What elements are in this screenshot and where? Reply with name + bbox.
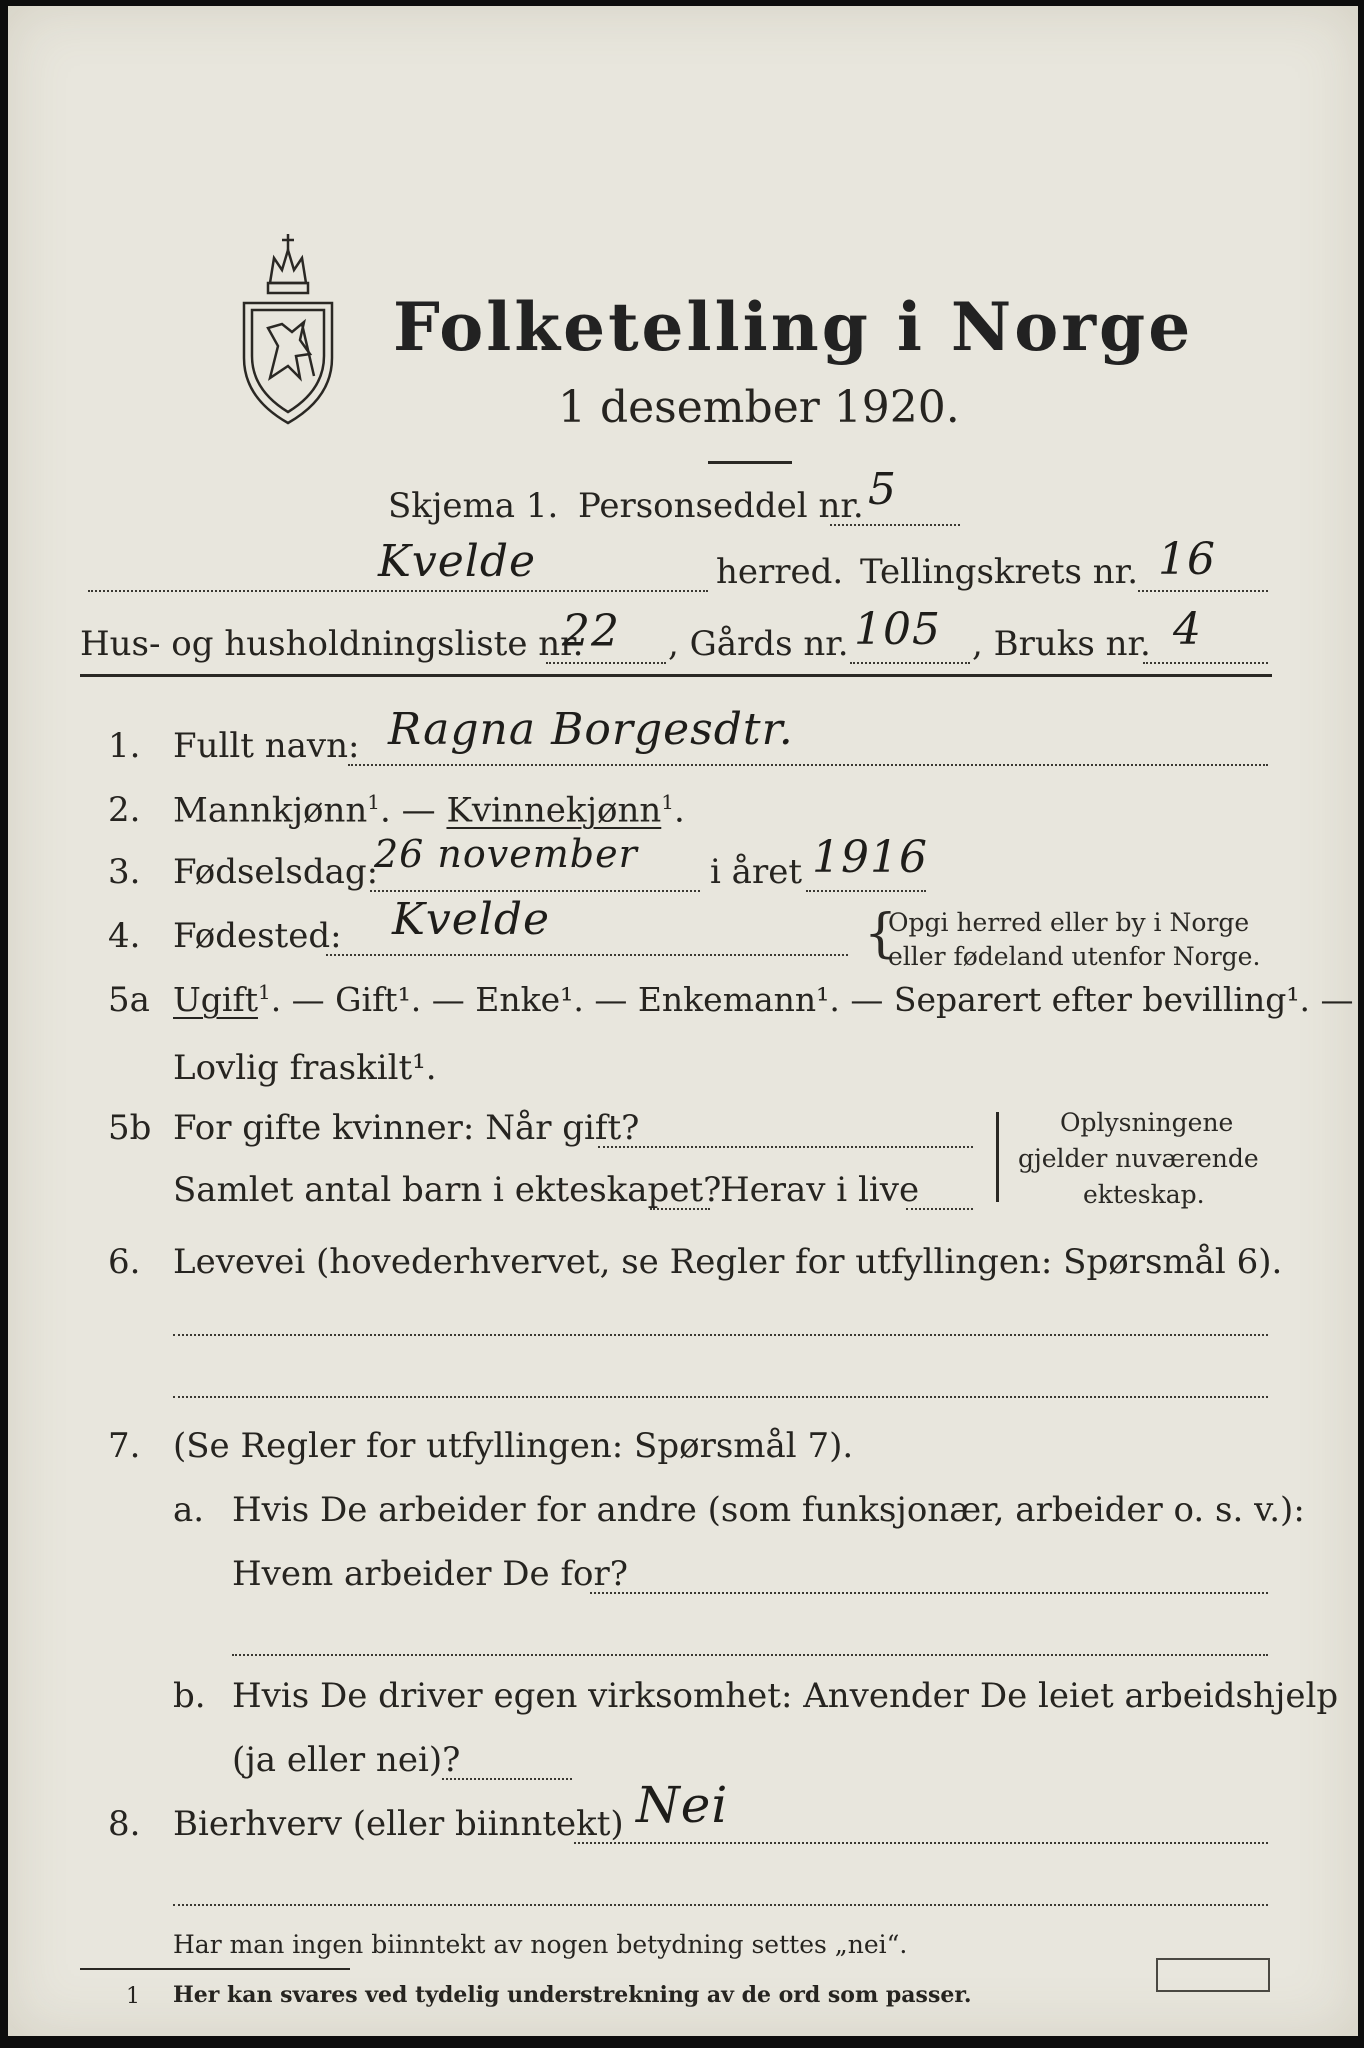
footnote-mark: 1 [661,790,675,814]
side-income-note: Har man ingen biinntekt av nogen betydning settes „nei“. [173,1930,908,1959]
birthdate-value[interactable]: 26 november [374,832,638,876]
footnote-mark: 1 [257,980,271,1004]
children-alive-field-line [906,1208,973,1210]
birthplace-note-1: Opgi herred eller by i Norge [888,908,1250,937]
q7b-number: b. [173,1676,206,1716]
marriage-note-1: Oplysningene [1060,1108,1234,1137]
personseddel-field-line [830,524,960,526]
birthplace-note-brace: { [864,904,898,964]
q3-number: 3. [108,852,141,892]
occupation-label: Levevei (hovederhvervet, se Regler for utfyllingen: Spørsmål 6). [173,1242,1283,1282]
children-alive-label: Herav i live [720,1170,920,1210]
employer-field-line-2 [232,1654,1268,1656]
side-income-value[interactable]: Nei [636,1776,729,1834]
gender-options [173,790,685,830]
census-form-page [8,6,1358,2036]
tellingskrets-label: Tellingskrets nr. [860,552,1139,592]
birth-year-value[interactable]: 1916 [812,832,928,883]
bruks-label: , Bruks nr. [972,624,1151,664]
birthdate-field-line [370,890,700,892]
birthplace-field-line [326,954,848,956]
schema-label: Skjema 1. [388,486,559,526]
employer-field-line [590,1592,1268,1594]
bruks-field-line [1143,662,1268,664]
q7-label: (Se Regler for utfyllingen: Spørsmål 7). [173,1426,854,1466]
marital-status-options [173,980,1354,1019]
employer-label: Hvem arbeider De for? [232,1554,628,1594]
q5b-number: 5b [108,1108,152,1148]
marital-ugift-selected[interactable]: Ugift [173,980,258,1019]
hired-help-label: (ja eller nei)? [232,1740,461,1780]
self-employed-label: Hvis De driver egen virksomhet: Anvender De leiet arbeidshjelp [232,1676,1339,1716]
norwegian-coat-of-arms-icon [230,228,346,428]
birthplace-value[interactable]: Kvelde [392,894,551,945]
footnote-rule [80,1968,350,1970]
children-count-field-line [650,1208,710,1210]
marital-divorced-option[interactable]: Lovlig fraskilt¹. [173,1048,437,1088]
gender-female-selected[interactable]: Kvinnekjønn [446,790,662,831]
footnote-text: Her kan svares ved tydelig understrekning av de ord som passer. [173,1982,972,2008]
personseddel-label: Personseddel nr. [578,486,864,526]
marriage-note-3: ekteskap. [1083,1180,1205,1209]
census-date: 1 desember 1920. [558,382,960,433]
printer-stamp-icon [1156,1958,1270,1992]
gender-male[interactable]: Mannkjønn [173,790,368,831]
birthplace-note-2: eller fødeland utenfor Norge. [888,942,1261,971]
children-count-label: Samlet antal barn i ekteskapet? [173,1170,722,1210]
q8-number: 8. [108,1804,141,1844]
personseddel-value[interactable]: 5 [868,464,897,515]
q5a-number: 5a [108,980,150,1020]
q4-number: 4. [108,916,141,956]
tellingskrets-value[interactable]: 16 [1158,534,1216,585]
household-field-line [546,662,666,664]
bruks-value[interactable]: 4 [1173,604,1202,655]
q7a-number: a. [173,1490,205,1530]
q1-number: 1. [108,726,141,766]
occupation-field-line-1 [173,1334,1268,1336]
occupation-field-line-2 [173,1396,1268,1398]
footnote-mark: 1 [367,790,381,814]
household-list-label: Hus- og husholdningsliste nr. [80,624,584,664]
birthplace-label: Fødested: [173,916,342,956]
gender-separator: . — [380,790,436,831]
household-value[interactable]: 22 [562,606,620,657]
herred-field-line [88,590,708,592]
form-title: Folketelling i Norge [393,288,1194,366]
tellingskrets-field-line [1138,590,1268,592]
side-income-label: Bierhverv (eller biinntekt) [173,1804,624,1844]
marital-other-options[interactable]: . — Gift¹. — Enke¹. — Enkemann¹. — Separert efter bevilling¹. — [270,980,1354,1019]
herred-label: herred. [716,552,844,592]
gards-value[interactable]: 105 [854,604,941,655]
married-when-label: For gifte kvinner: Når gift? [173,1108,640,1148]
q2-number: 2. [108,790,141,830]
title-rule [708,461,792,464]
side-income-field-line [574,1842,1268,1844]
gender-end: . [674,790,685,831]
hired-help-field-line [442,1778,572,1780]
birthdate-label: Fødselsdag: [173,852,379,892]
employed-by-others-label: Hvis De arbeider for andre (som funksjonær, arbeider o. s. v.): [232,1490,1305,1530]
header-divider [80,674,1272,677]
full-name-field-line [348,764,1268,766]
birth-year-label: i året [710,852,802,892]
footnote-number: 1 [126,1984,140,2009]
marriage-note-2: gjelder nuværende [1018,1144,1259,1173]
herred-value[interactable]: Kvelde [378,536,537,587]
gards-field-line [850,662,970,664]
full-name-value[interactable]: Ragna Borgesdtr. [388,704,794,755]
birth-year-field-line [806,890,926,892]
q7-number: 7. [108,1426,141,1466]
marriage-note-bracket [996,1112,999,1202]
gards-label: , Gårds nr. [668,624,849,664]
q6-number: 6. [108,1242,141,1282]
full-name-label: Fullt navn: [173,726,360,766]
side-income-field-line-2 [173,1904,1268,1906]
married-when-field-line [598,1146,973,1148]
